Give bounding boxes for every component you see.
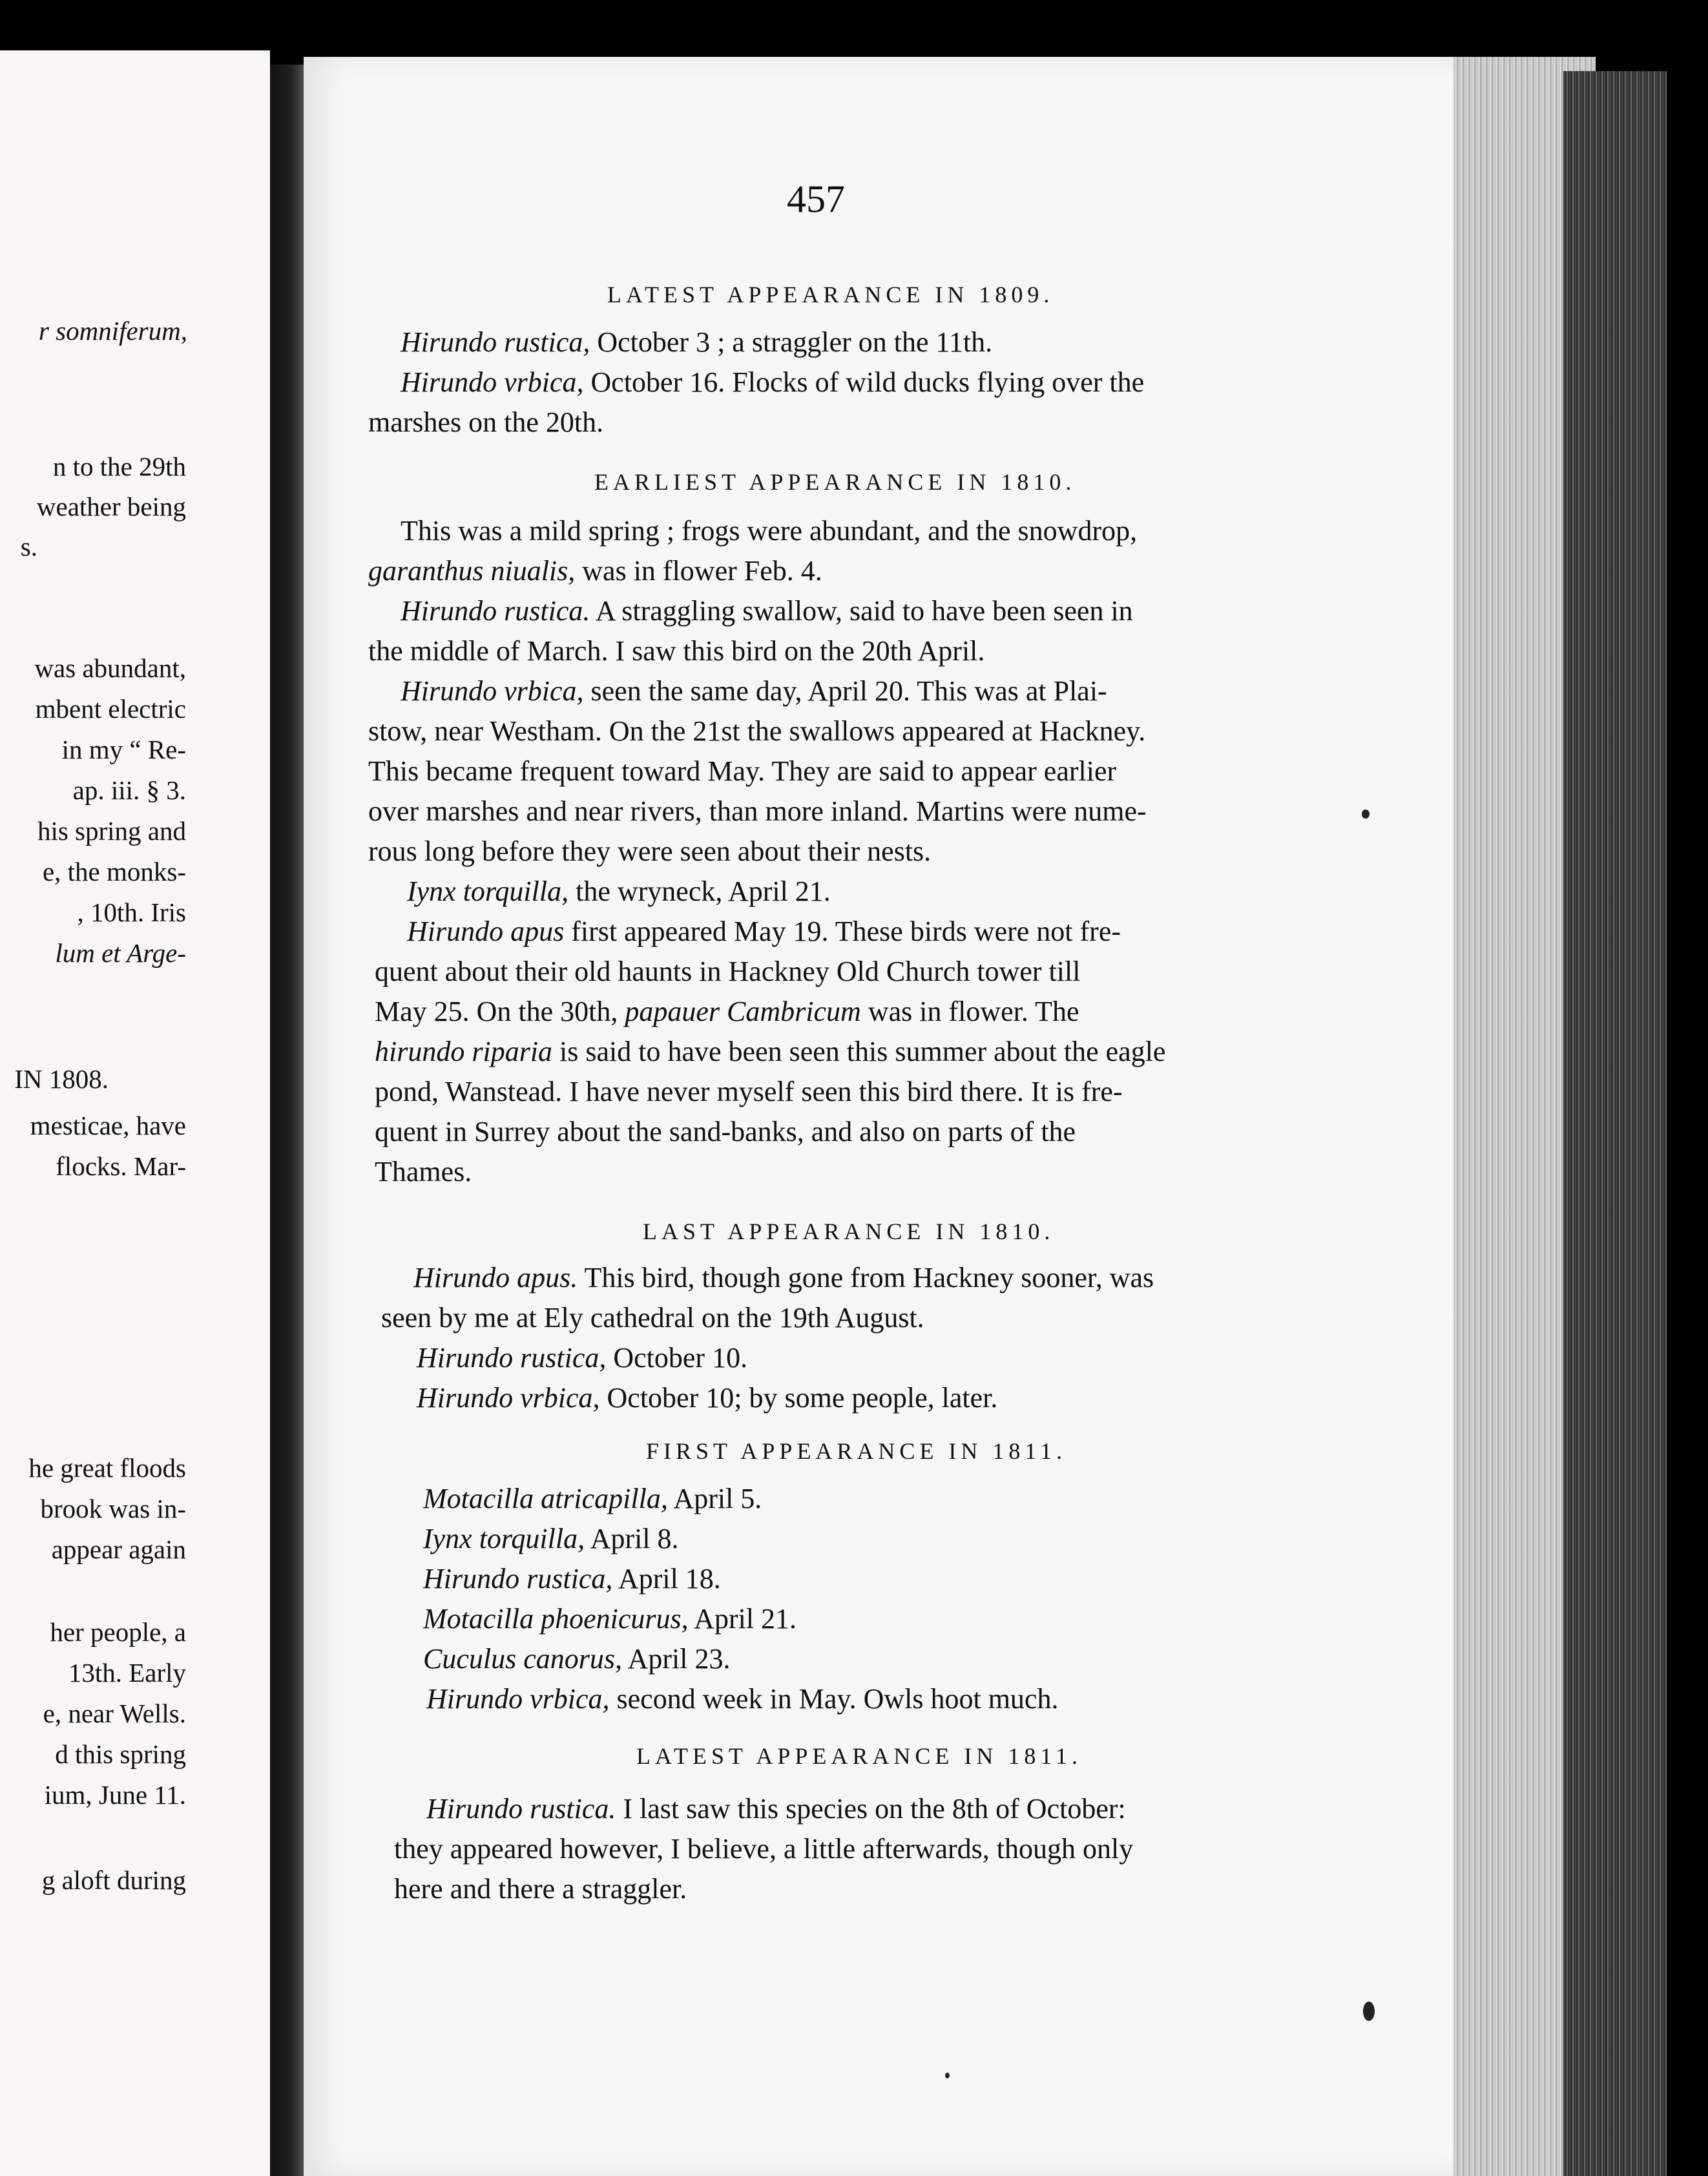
left-page-line: e, near Wells. — [43, 1699, 186, 1728]
text-line: seen by me at Ely cathedral on the 19th August. — [381, 1302, 924, 1334]
left-page-line: lum et Arge- — [55, 938, 186, 968]
section-heading: LATEST APPEARANCE IN 1811. — [636, 1743, 1083, 1769]
section-heading: LAST APPEARANCE IN 1810. — [643, 1219, 1055, 1244]
page-number: 457 — [787, 178, 845, 220]
main-page — [304, 57, 1453, 2176]
left-page-line: IN 1808. — [14, 1064, 109, 1094]
text-line: Iynx torquilla, April 8. — [423, 1523, 679, 1554]
text-line: Hirundo vrbica, October 10; by some people, later. — [417, 1382, 998, 1414]
left-page-line: s. — [20, 532, 37, 561]
left-page-line: g aloft during — [41, 1865, 186, 1895]
left-facing-page — [0, 50, 270, 2176]
left-page-line: appear again — [51, 1534, 186, 1564]
left-page-line: ap. iii. § 3. — [72, 775, 186, 805]
text-line: Motacilla atricapilla, April 5. — [423, 1483, 762, 1514]
text-line: garanthus niualis, was in flower Feb. 4. — [368, 555, 822, 587]
left-page-line: 13th. Early — [68, 1658, 186, 1688]
text-line: Hirundo rustica. A straggling swallow, said to have been seen in — [401, 595, 1133, 627]
text-line: hirundo riparia is said to have been seen this summer about the eagle — [375, 1036, 1166, 1067]
text-line: stow, near Westham. On the 21st the swallows appeared at Hackney. — [368, 715, 1146, 747]
section-heading: EARLIEST APPEARANCE IN 1810. — [594, 469, 1076, 495]
ink-speck — [1363, 2002, 1375, 2021]
left-page-line: brook was in- — [40, 1494, 186, 1523]
text-line: Hirundo vrbica, second week in May. Owls hoot much. — [426, 1683, 1059, 1715]
text-line: Motacilla phoenicurus, April 21. — [423, 1603, 797, 1635]
book-gutter — [270, 65, 306, 2176]
text-line: quent about their old haunts in Hackney Old Church tower till — [375, 956, 1081, 987]
left-page-line: r somniferum, — [38, 316, 187, 346]
text-line: Thames. — [375, 1156, 472, 1187]
left-page-line: flocks. Mar- — [56, 1151, 186, 1181]
left-page-line: n to the 29th — [52, 452, 186, 481]
text-line: Hirundo vrbica, seen the same day, April 20. This was at Plai- — [401, 675, 1107, 707]
text-line: Hirundo rustica, October 3 ; a straggler on the 11th. — [401, 326, 993, 358]
left-page-line: mbent electric — [35, 694, 186, 724]
text-line: Hirundo rustica, April 18. — [423, 1563, 721, 1595]
text-line: Hirundo apus first appeared May 19. These birds were not fre- — [407, 915, 1121, 947]
text-line: Iynx torquilla, the wryneck, April 21. — [407, 875, 831, 907]
text-line: they appeared however, I believe, a little afterwards, though only — [394, 1833, 1134, 1865]
left-page-line: d this spring — [55, 1739, 186, 1769]
text-line: quent in Surrey about the sand-banks, and also on parts of the — [375, 1116, 1076, 1147]
text-line: pond, Wanstead. I have never myself seen this bird there. It is fre- — [375, 1076, 1123, 1107]
section-heading: FIRST APPEARANCE IN 1811. — [646, 1438, 1067, 1464]
text-line: May 25. On the 30th, papauer Cambricum was in flower. The — [375, 996, 1079, 1027]
ink-speck — [1362, 810, 1370, 819]
left-page-line: was abundant, — [34, 653, 186, 683]
left-page-line: her people, a — [50, 1617, 186, 1647]
text-line: marshes on the 20th. — [368, 406, 604, 438]
text-line: This became frequent toward May. They are said to appear earlier — [368, 755, 1117, 787]
left-page-line: , 10th. Iris — [77, 897, 186, 927]
left-page-line: he great floods — [28, 1453, 186, 1483]
ink-speck — [945, 2073, 950, 2078]
text-line: here and there a straggler. — [394, 1873, 687, 1905]
text-line: Hirundo rustica. I last saw this species on the 8th of October: — [426, 1793, 1126, 1825]
text-line: rous long before they were seen about their nests. — [368, 835, 932, 867]
text-line: This was a mild spring ; frogs were abundant, and the snowdrop, — [401, 515, 1138, 547]
left-page-line: e, the monks- — [42, 857, 186, 886]
text-line: over marshes and near rivers, than more inland. Martins were nume- — [368, 795, 1147, 827]
text-line: Hirundo apus. This bird, though gone from Hackney sooner, was — [413, 1262, 1154, 1293]
left-page-line: his spring and — [37, 816, 186, 846]
text-line: the middle of March. I saw this bird on the 20th April. — [368, 635, 985, 667]
page-edges-shadow — [1563, 71, 1667, 2176]
left-page-line: in my “ Re- — [61, 735, 186, 764]
left-page-line: mesticae, have — [30, 1111, 186, 1140]
left-page-line: ium, June 11. — [44, 1780, 186, 1810]
text-line: Cuculus canorus, April 23. — [423, 1643, 731, 1675]
section-heading: LATEST APPEARANCE IN 1809. — [607, 282, 1054, 308]
left-page-line: weather being — [36, 492, 186, 521]
text-line: Hirundo vrbica, October 16. Flocks of wild ducks flying over the — [401, 366, 1145, 398]
text-line: Hirundo rustica, October 10. — [417, 1342, 748, 1374]
